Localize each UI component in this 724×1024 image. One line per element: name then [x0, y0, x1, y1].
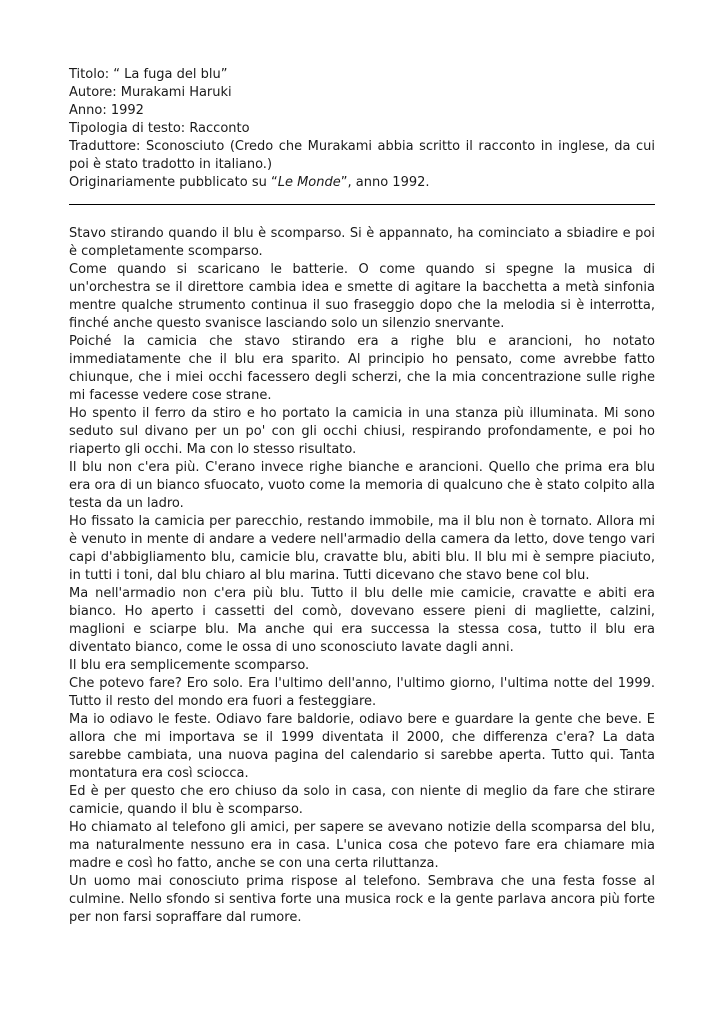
- story-paragraph: Ma io odiavo le feste. Odiavo fare baldorie, odiavo bere e guardare la gente che beve. E allora che mi importava se il 1999 diventata il 2000, che differenza c'era? La data sarebbe cambiata, una nuova pagina del calendario si sarebbe aperta. Tutto qui. Tanta montatura era così sciocca.: [69, 712, 655, 781]
- story-paragraph: Il blu non c'era più. C'erano invece righe bianche e arancioni. Quello che prima era blu era ora di un bianco sfuocato, vuoto come la memoria di qualcuno che è stato colpito alla testa da un ladro.: [69, 460, 655, 511]
- story-paragraph: Stavo stirando quando il blu è scomparso. Si è appannato, ha cominciato a sbiadire e poi è completamente scomparso.: [69, 226, 655, 259]
- story-paragraph: Ho fissato la camicia per parecchio, restando immobile, ma il blu non è tornato. Allora mi è venuto in mente di andare a vedere nell'armadio della camera da letto, dove tengo vari capi d'abbigliamento blu, camicie blu, cravatte blu, abiti blu. Il blu mi è sempre piaciuto, in tutti i toni, dal blu chiaro al blu marina. Tutti dicevano che stavo bene col blu.: [69, 514, 655, 583]
- story-paragraph: Come quando si scaricano le batterie. O come quando si spegne la musica di un'orchestra se il direttore cambia idea e smette di agitare la bacchetta a metà sinfonia mentre qualche strumento continua il suo fraseggio dopo che la melodia si è interrotta, finché anche questo svanisce lasciando solo un silenzio snervante.: [69, 262, 655, 331]
- publication-prefix: Originariamente pubblicato su “: [69, 175, 278, 190]
- title-line: Titolo: “ La fuga del blu”: [69, 67, 228, 82]
- text-type-line: Tipologia di testo: Racconto: [69, 121, 250, 136]
- story-paragraph: Ho chiamato al telefono gli amici, per sapere se avevano notizie della scomparsa del blu, ma naturalmente nessuno era in casa. L'unica cosa che potevo fare era chiamare mia madre e così ho fatto, anche se con una certa riluttanza.: [69, 820, 655, 871]
- year-line: Anno: 1992: [69, 103, 144, 118]
- story-body: [69, 225, 655, 927]
- story-paragraph: Ma nell'armadio non c'era più blu. Tutto il blu delle mie camicie, cravatte e abiti era bianco. Ho aperto i cassetti del comò, dovevano essere pieni di magliette, calzini, maglioni e sciarpe blu. Ma anche qui era successa la stessa cosa, tutto il blu era diventato bianco, come le ossa di uno sconosciuto lavate dagli anni.: [69, 586, 655, 655]
- author-line: Autore: Murakami Haruki: [69, 85, 232, 100]
- publication-line: [69, 174, 655, 192]
- publication-suffix: ”, anno 1992.: [340, 175, 430, 190]
- story-paragraph: Che potevo fare? Ero solo. Era l'ultimo dell'anno, l'ultimo giorno, l'ultima notte del 1999. Tutto il resto del mondo era fuori a festeggiare.: [69, 676, 655, 709]
- story-paragraph: Il blu era semplicemente scomparso.: [69, 658, 310, 673]
- document-page: [69, 66, 655, 927]
- document-header: [69, 66, 655, 192]
- story-paragraph: Ed è per questo che ero chiuso da solo in casa, con niente di meglio da fare che stirare camicie, quando il blu è scomparso.: [69, 784, 655, 817]
- header-divider: [69, 204, 655, 205]
- translator-line: Traduttore: Sconosciuto (Credo che Murakami abbia scritto il racconto in inglese, da cui poi è stato tradotto in italiano.): [69, 139, 655, 172]
- story-paragraph: Ho spento il ferro da stiro e ho portato la camicia in una stanza più illuminata. Mi sono seduto sul divano per un po' con gli occhi chiusi, respirando profondamente, e poi ho riaperto gli occhi. Ma con lo stesso risultato.: [69, 406, 655, 457]
- story-paragraph: Un uomo mai conosciuto prima rispose al telefono. Sembrava che una festa fosse al culmine. Nello sfondo si sentiva forte una musica rock e la gente parlava ancora più forte per non farsi sopraffare dal rumore.: [69, 874, 655, 925]
- story-paragraph: Poiché la camicia che stavo stirando era a righe blu e arancioni, ho notato immediatamente che il blu era sparito. Al principio ho pensato, come avrebbe fatto chiunque, che i miei occhi facessero degli scherzi, che la mia concentrazione sulle righe mi facesse vedere cose strane.: [69, 334, 655, 403]
- publication-source: Le Monde: [277, 175, 341, 190]
